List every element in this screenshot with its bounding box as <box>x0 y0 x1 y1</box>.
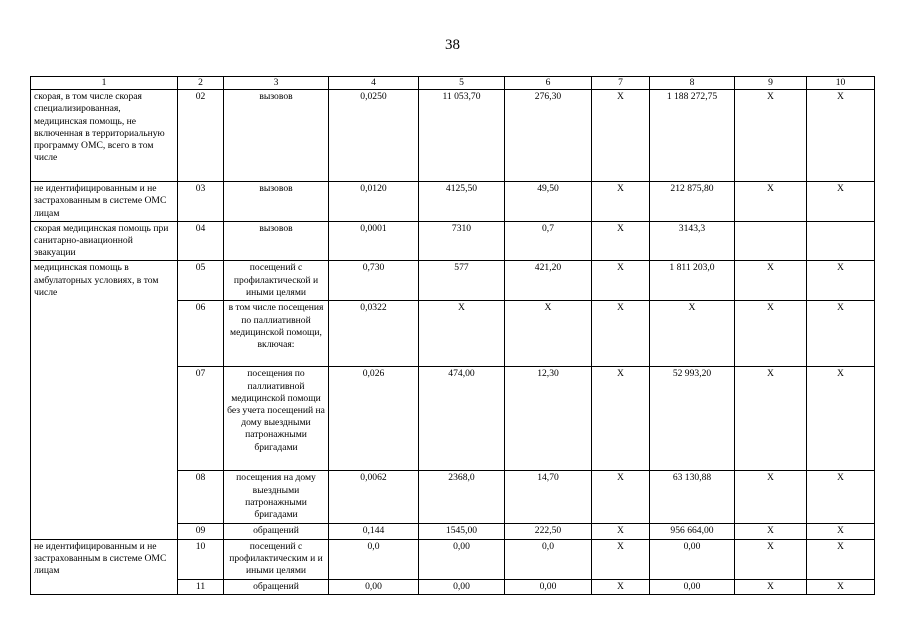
row-code: 07 <box>178 367 224 471</box>
unit-cell: посещения по паллиативной медицинской помощи без учета посещений на дому выездными патронажными бригадами <box>224 367 329 471</box>
table-cell: X <box>592 367 650 471</box>
row-code: 04 <box>178 221 224 261</box>
table-cell: X <box>807 579 875 594</box>
row-code: 10 <box>178 539 224 579</box>
table-cell: 0,00 <box>650 539 735 579</box>
table-cell: X <box>592 182 650 222</box>
table-cell: 49,50 <box>505 182 592 222</box>
table-cell: 1 811 203,0 <box>650 261 735 301</box>
unit-cell: посещений с профилактическим и и иными целями <box>224 539 329 579</box>
table-cell: X <box>592 539 650 579</box>
table-cell: 11 053,70 <box>419 90 505 182</box>
unit-cell: вызовов <box>224 221 329 261</box>
table-cell: 7310 <box>419 221 505 261</box>
unit-cell: посещения на дому выездными патронажными бригадами <box>224 471 329 524</box>
column-header: 5 <box>419 77 505 90</box>
table-cell: X <box>735 471 807 524</box>
row-code: 11 <box>178 579 224 594</box>
table-cell: 0,0322 <box>329 301 419 367</box>
table-row <box>31 261 875 301</box>
column-header: 4 <box>329 77 419 90</box>
table-cell: 0,0 <box>505 539 592 579</box>
table-cell: X <box>592 524 650 539</box>
unit-cell: посещений с профилактической и иными целями <box>224 261 329 301</box>
table-cell: X <box>807 182 875 222</box>
unit-cell: в том числе посещения по паллиативной медицинской помощи, включая: <box>224 301 329 367</box>
row-label: не идентифицированным и не застрахованным в системе ОМС лицам <box>31 182 178 222</box>
unit-cell: вызовов <box>224 90 329 182</box>
table-cell: 0,0001 <box>329 221 419 261</box>
header-row <box>31 77 875 90</box>
table-cell: 0,0250 <box>329 90 419 182</box>
table-cell: 0,00 <box>419 539 505 579</box>
table-cell: X <box>419 301 505 367</box>
table-cell: X <box>592 221 650 261</box>
column-header: 8 <box>650 77 735 90</box>
row-code: 05 <box>178 261 224 301</box>
table-cell: X <box>735 182 807 222</box>
row-label: скорая, в том числе скорая специализированная, медицинская помощь, не включенная в территориальную программу ОМС, всего в том числе <box>31 90 178 182</box>
row-code: 06 <box>178 301 224 367</box>
table-cell: 474,00 <box>419 367 505 471</box>
table-cell: 0,0 <box>329 539 419 579</box>
table-cell: 1545,00 <box>419 524 505 539</box>
table-cell: 0,730 <box>329 261 419 301</box>
table-cell: 2368,0 <box>419 471 505 524</box>
table-row <box>31 539 875 579</box>
row-label: скорая медицинская помощь при санитарно-авиационной эвакуации <box>31 221 178 261</box>
table-row <box>31 221 875 261</box>
table-cell: 0,7 <box>505 221 592 261</box>
table-cell: X <box>505 301 592 367</box>
table-cell: 14,70 <box>505 471 592 524</box>
table-cell: X <box>735 367 807 471</box>
data-table <box>30 76 875 595</box>
table-cell: 0,0062 <box>329 471 419 524</box>
row-code: 09 <box>178 524 224 539</box>
table-cell: X <box>807 539 875 579</box>
table-cell: X <box>807 471 875 524</box>
unit-cell: обращений <box>224 579 329 594</box>
column-header: 10 <box>807 77 875 90</box>
table-cell: 421,20 <box>505 261 592 301</box>
table-cell: 222,50 <box>505 524 592 539</box>
page-number: 38 <box>445 37 460 53</box>
column-header: 3 <box>224 77 329 90</box>
row-label: не идентифицированным и не застрахованным в системе ОМС лицам <box>31 539 178 594</box>
unit-cell: вызовов <box>224 182 329 222</box>
table-cell <box>735 221 807 261</box>
row-code: 03 <box>178 182 224 222</box>
table-cell: X <box>807 90 875 182</box>
table-cell: 0,144 <box>329 524 419 539</box>
table-cell: X <box>807 524 875 539</box>
table-cell: 12,30 <box>505 367 592 471</box>
table-cell: X <box>592 471 650 524</box>
table-cell: 276,30 <box>505 90 592 182</box>
table-cell: 0,00 <box>329 579 419 594</box>
row-code: 02 <box>178 90 224 182</box>
table-cell: 0,00 <box>505 579 592 594</box>
table-cell: X <box>735 579 807 594</box>
table-cell: 1 188 272,75 <box>650 90 735 182</box>
column-header: 7 <box>592 77 650 90</box>
table-cell <box>807 221 875 261</box>
column-header: 1 <box>31 77 178 90</box>
table-cell: X <box>735 261 807 301</box>
table-row <box>31 182 875 222</box>
table-cell: 0,00 <box>650 579 735 594</box>
table-cell: 577 <box>419 261 505 301</box>
table-cell: X <box>735 301 807 367</box>
table-cell: X <box>592 301 650 367</box>
table-cell: 0,0120 <box>329 182 419 222</box>
table-cell: X <box>735 524 807 539</box>
table-cell: X <box>592 261 650 301</box>
unit-cell: обращений <box>224 524 329 539</box>
column-header: 6 <box>505 77 592 90</box>
table-cell: 3143,3 <box>650 221 735 261</box>
table-cell: X <box>735 90 807 182</box>
table-cell: X <box>807 261 875 301</box>
table-cell: 4125,50 <box>419 182 505 222</box>
row-label: медицинская помощь в амбулаторных условиях, в том числе <box>31 261 178 539</box>
table-cell: 52 993,20 <box>650 367 735 471</box>
table-cell: 0,026 <box>329 367 419 471</box>
table-cell: 956 664,00 <box>650 524 735 539</box>
table-cell: 212 875,80 <box>650 182 735 222</box>
table-row <box>31 90 875 182</box>
table-cell: 63 130,88 <box>650 471 735 524</box>
column-header: 2 <box>178 77 224 90</box>
table-cell: X <box>735 539 807 579</box>
table-cell: X <box>592 90 650 182</box>
table-cell: 0,00 <box>419 579 505 594</box>
table-cell: X <box>592 579 650 594</box>
table-cell: X <box>650 301 735 367</box>
table-cell: X <box>807 301 875 367</box>
row-code: 08 <box>178 471 224 524</box>
table-cell: X <box>807 367 875 471</box>
column-header: 9 <box>735 77 807 90</box>
